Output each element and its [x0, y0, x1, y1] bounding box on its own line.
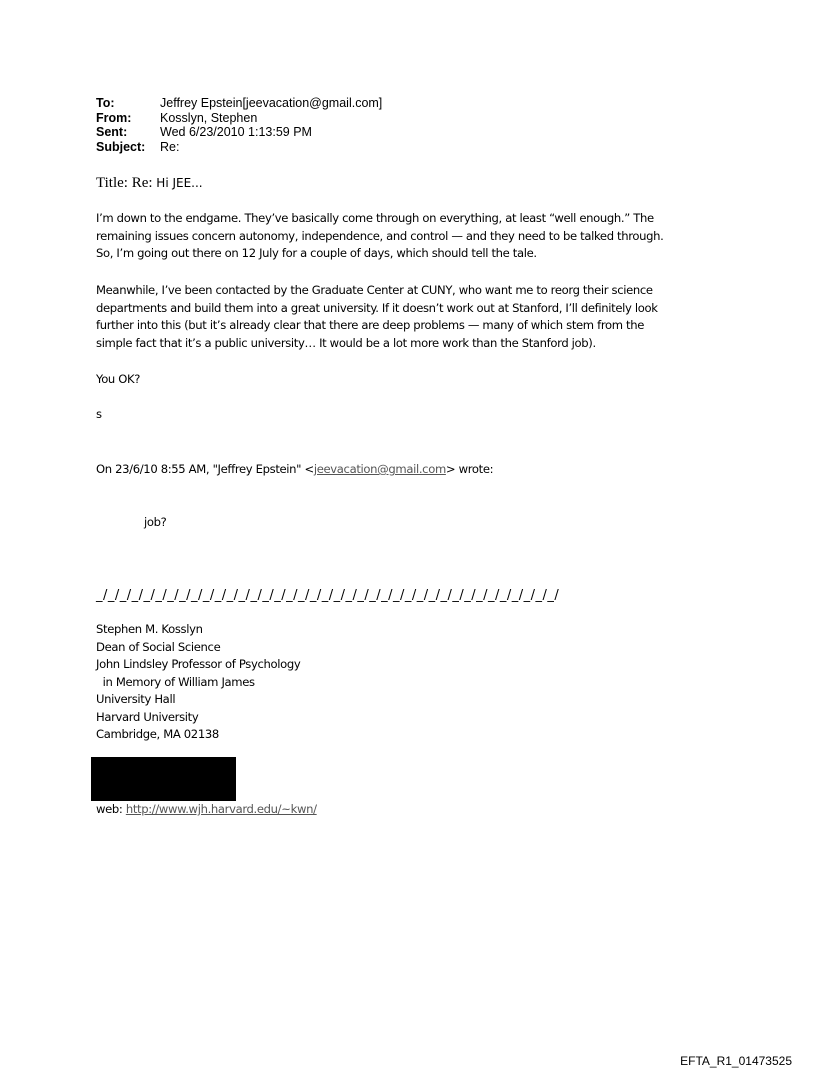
sender-initial: s — [96, 407, 102, 421]
signature-line: Harvard University — [96, 709, 199, 724]
quoted-text: job? — [144, 515, 167, 529]
from-label: From: — [96, 110, 132, 125]
quote-email-link[interactable]: jeevacation@gmail.com — [313, 462, 446, 476]
body-line: simple fact that it’s a public university… It would be a lot more work than the Stanford job). — [96, 335, 596, 350]
signature-block — [96, 621, 300, 744]
you-ok-line: You OK? — [96, 372, 141, 386]
sent-label: Sent: — [96, 125, 128, 139]
sent-value: Wed 6/23/2010 1:13:59 PM — [160, 125, 312, 139]
to-label: To: — [96, 96, 115, 110]
signature-line: in Memory of William James — [96, 674, 255, 689]
signature-line: Dean of Social Science — [96, 639, 221, 654]
to-value: Jeffrey Epstein[jeevacation@gmail.com] — [160, 96, 383, 110]
signature-line: Cambridge, MA 02138 — [96, 727, 219, 741]
header-from-row — [96, 111, 382, 126]
title-line — [96, 174, 203, 192]
body-line: I’m down to the endgame. They’ve basically come through on everything, at least “well enough.” The — [96, 211, 654, 225]
web-label: web: — [96, 802, 126, 816]
body-paragraph-1 — [96, 210, 664, 263]
header-to-row — [96, 96, 382, 111]
body-line: remaining issues concern autonomy, independence, and control — and they need to be talked through. — [96, 228, 664, 243]
body-paragraph-2 — [96, 282, 658, 352]
document-id: EFTA_R1_01473525 — [680, 1054, 792, 1068]
body-line: So, I’m going out there on 12 July for a couple of days, which should tell the tale. — [96, 246, 537, 260]
quote-suffix: > wrote: — [445, 462, 494, 476]
web-url-link[interactable]: http://www.wjh.harvard.edu/~kwn/ — [125, 802, 317, 816]
email-header — [96, 96, 382, 154]
title-value: Hi JEE... — [156, 176, 203, 190]
signature-web-line — [96, 801, 317, 819]
header-sent-row — [96, 125, 382, 140]
from-value: Kosslyn, Stephen — [160, 110, 258, 125]
quote-attribution — [96, 461, 493, 479]
signature-separator: _/_/_/_/_/_/_/_/_/_/_/_/_/_/_/_/_/_/_/_/_/_/_/_/_/_/_/_/_/_/_/_/_/_/_/_/_/_/_/ — [96, 588, 560, 603]
body-line: Meanwhile, I’ve been contacted by the Graduate Center at CUNY, who want me to reorg their science — [96, 283, 653, 297]
subject-label: Subject: — [96, 139, 146, 154]
title-label: Title: Re: — [96, 175, 157, 191]
signature-line: University Hall — [96, 692, 176, 706]
body-line: further into this (but it’s already clear that there are deep problems — many of which stem from the — [96, 318, 644, 332]
quote-prefix: On 23/6/10 8:55 AM, "Jeffrey Epstein" < — [96, 462, 314, 476]
subject-value: Re: — [160, 139, 180, 154]
header-subject-row — [96, 140, 382, 155]
signature-line: Stephen M. Kosslyn — [96, 622, 203, 636]
body-line: departments and build them into a great university. If it doesn’t work out at Stanford, I’ll definitely look — [96, 300, 658, 315]
signature-line: John Lindsley Professor of Psychology — [96, 657, 301, 671]
redaction-box — [91, 757, 236, 801]
